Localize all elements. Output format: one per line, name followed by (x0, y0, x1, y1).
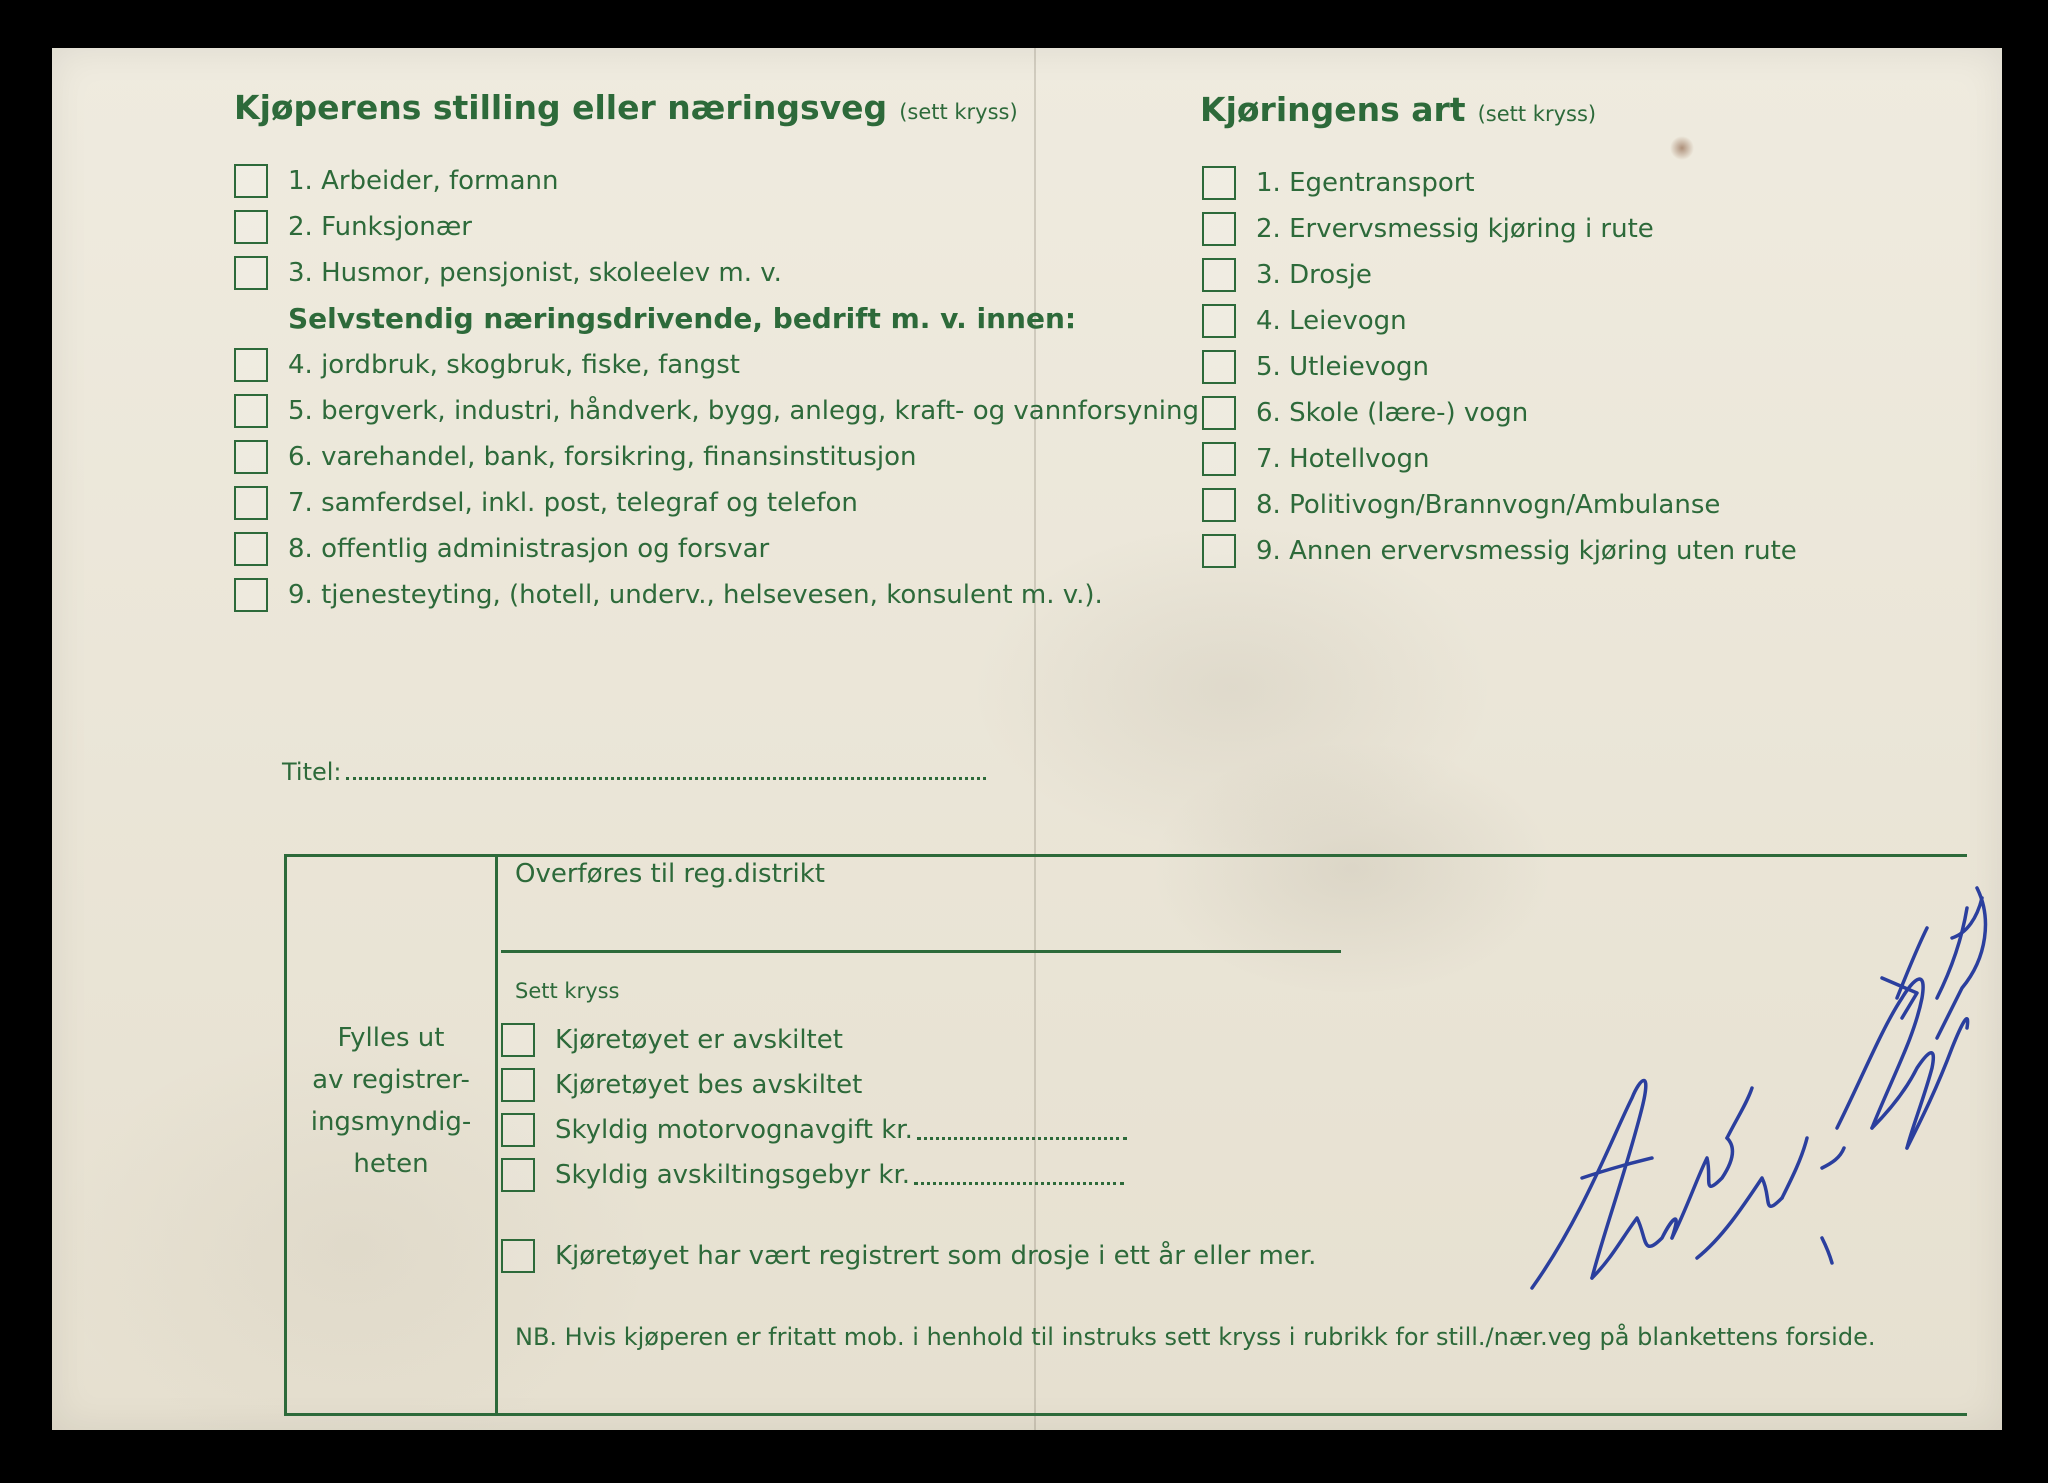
option-label: 4. jordbruk, skogbruk, fiske, fangst (288, 350, 740, 380)
registry-divider (495, 857, 498, 1413)
option-label: Skyldig avskiltingsgebyr kr. (555, 1159, 911, 1190)
amount-dotted-line (914, 1164, 1124, 1185)
option-label: 9. Annen ervervsmessig kjøring uten rute (1256, 536, 1797, 566)
side-line: ingsmyndig- (310, 1107, 472, 1137)
checkbox[interactable] (1202, 212, 1236, 246)
self-employed-subheading: Selvstendig næringsdrivende, bedrift m. v. innen: (288, 302, 1077, 335)
driving-section-title (1200, 90, 1596, 129)
checkbox[interactable] (234, 532, 268, 566)
option-label: 1. Egentransport (1256, 168, 1475, 198)
checkbox[interactable] (501, 1113, 535, 1147)
titel-label: Titel: (282, 758, 342, 786)
option-label: 4. Leievogn (1256, 306, 1407, 336)
driving-title-text: Kjøringens art (1200, 90, 1466, 129)
checkbox[interactable] (1202, 442, 1236, 476)
option-label: 3. Drosje (1256, 260, 1372, 290)
option-label: 1. Arbeider, formann (288, 166, 559, 196)
driving-option-1[interactable] (1202, 160, 1797, 206)
checkbox[interactable] (1202, 534, 1236, 568)
titel-dotted-line (346, 777, 986, 780)
buyer-section-title (234, 88, 1018, 127)
checkbox[interactable] (1202, 166, 1236, 200)
checkbox[interactable] (1202, 488, 1236, 522)
option-label: Kjøretøyet er avskiltet (555, 1024, 843, 1055)
option-label: 3. Husmor, pensjonist, skoleelev m. v. (288, 258, 782, 288)
registry-options (501, 1017, 1316, 1278)
registry-option-deregistered[interactable] (501, 1017, 1316, 1062)
registry-option-request-deregister[interactable] (501, 1062, 1316, 1107)
driving-options (1202, 160, 1797, 574)
transfer-label: Overføres til reg.distrikt (515, 859, 825, 889)
driving-option-3[interactable] (1202, 252, 1797, 298)
checkbox[interactable] (501, 1068, 535, 1102)
nb-note: NB. Hvis kjøperen er fritatt mob. i henhold til instruks sett kryss i rubrikk for still./nær.veg på blankettens forside. (515, 1323, 1876, 1351)
amount-dotted-line (917, 1119, 1127, 1140)
checkbox[interactable] (234, 164, 268, 198)
buyer-option-5[interactable] (234, 388, 1199, 434)
buyer-title-text: Kjøperens stilling eller næringsveg (234, 88, 888, 127)
registry-option-taxi[interactable] (501, 1233, 1316, 1278)
option-label: 6. Skole (lære-) vogn (1256, 398, 1529, 428)
option-label: 8. Politivogn/Brannvogn/Ambulanse (1256, 490, 1721, 520)
checkbox[interactable] (234, 578, 268, 612)
registry-option-plate-fee[interactable] (501, 1152, 1316, 1197)
buyer-options (234, 158, 1199, 618)
buyer-note: (sett kryss) (899, 100, 1018, 124)
option-label: 5. bergverk, industri, håndverk, bygg, anlegg, kraft- og vannforsyning (288, 396, 1200, 426)
checkbox[interactable] (234, 256, 268, 290)
buyer-option-4[interactable] (234, 342, 1199, 388)
driving-option-5[interactable] (1202, 344, 1797, 390)
buyer-option-3[interactable] (234, 250, 1199, 296)
option-label: Skyldig motorvognavgift kr. (555, 1114, 913, 1145)
option-label: 6. varehandel, bank, forsikring, finansinstitusjon (288, 442, 917, 472)
driving-note: (sett kryss) (1477, 102, 1597, 126)
driving-option-9[interactable] (1202, 528, 1797, 574)
option-label: Kjøretøyet bes avskiltet (555, 1069, 863, 1100)
option-label: 7. samferdsel, inkl. post, telegraf og telefon (288, 488, 858, 518)
checkbox[interactable] (234, 394, 268, 428)
checkbox[interactable] (501, 1239, 535, 1273)
form-paper (52, 48, 2002, 1430)
option-label: 8. offentlig administrasjon og forsvar (288, 534, 770, 564)
option-label: 2. Ervervsmessig kjøring i rute (1256, 214, 1654, 244)
driving-option-2[interactable] (1202, 206, 1797, 252)
option-label: 9. tjenesteyting, (hotell, underv., helsevesen, konsulent m. v.). (288, 580, 1103, 610)
checkbox[interactable] (1202, 350, 1236, 384)
option-label: 2. Funksjonær (288, 212, 472, 242)
option-label: 5. Utleievogn (1256, 352, 1430, 382)
buyer-option-6[interactable] (234, 434, 1199, 480)
side-line: heten (353, 1149, 429, 1179)
side-line: Fylles ut (337, 1023, 445, 1053)
checkbox[interactable] (234, 440, 268, 474)
check-label: Sett kryss (515, 979, 620, 1003)
driving-option-4[interactable] (1202, 298, 1797, 344)
option-label: 7. Hotellvogn (1256, 444, 1430, 474)
registry-option-vehicle-tax[interactable] (501, 1107, 1316, 1152)
option-label: Kjøretøyet har vært registrert som drosje i ett år eller mer. (555, 1240, 1317, 1271)
checkbox[interactable] (1202, 396, 1236, 430)
registry-side-label (287, 1017, 495, 1185)
titel-field[interactable] (282, 758, 986, 786)
side-line: av registrer- (312, 1065, 470, 1095)
buyer-option-9[interactable] (234, 572, 1199, 618)
checkbox[interactable] (1202, 304, 1236, 338)
handwritten-signature (1522, 878, 2002, 1348)
driving-option-6[interactable] (1202, 390, 1797, 436)
checkbox[interactable] (234, 486, 268, 520)
driving-option-7[interactable] (1202, 436, 1797, 482)
checkbox[interactable] (501, 1158, 535, 1192)
buyer-option-8[interactable] (234, 526, 1199, 572)
checkbox[interactable] (234, 348, 268, 382)
checkbox[interactable] (1202, 258, 1236, 292)
checkbox[interactable] (501, 1023, 535, 1057)
buyer-option-2[interactable] (234, 204, 1199, 250)
checkbox[interactable] (234, 210, 268, 244)
transfer-field-line[interactable] (501, 950, 1341, 953)
buyer-option-7[interactable] (234, 480, 1199, 526)
driving-option-8[interactable] (1202, 482, 1797, 528)
buyer-option-1[interactable] (234, 158, 1199, 204)
